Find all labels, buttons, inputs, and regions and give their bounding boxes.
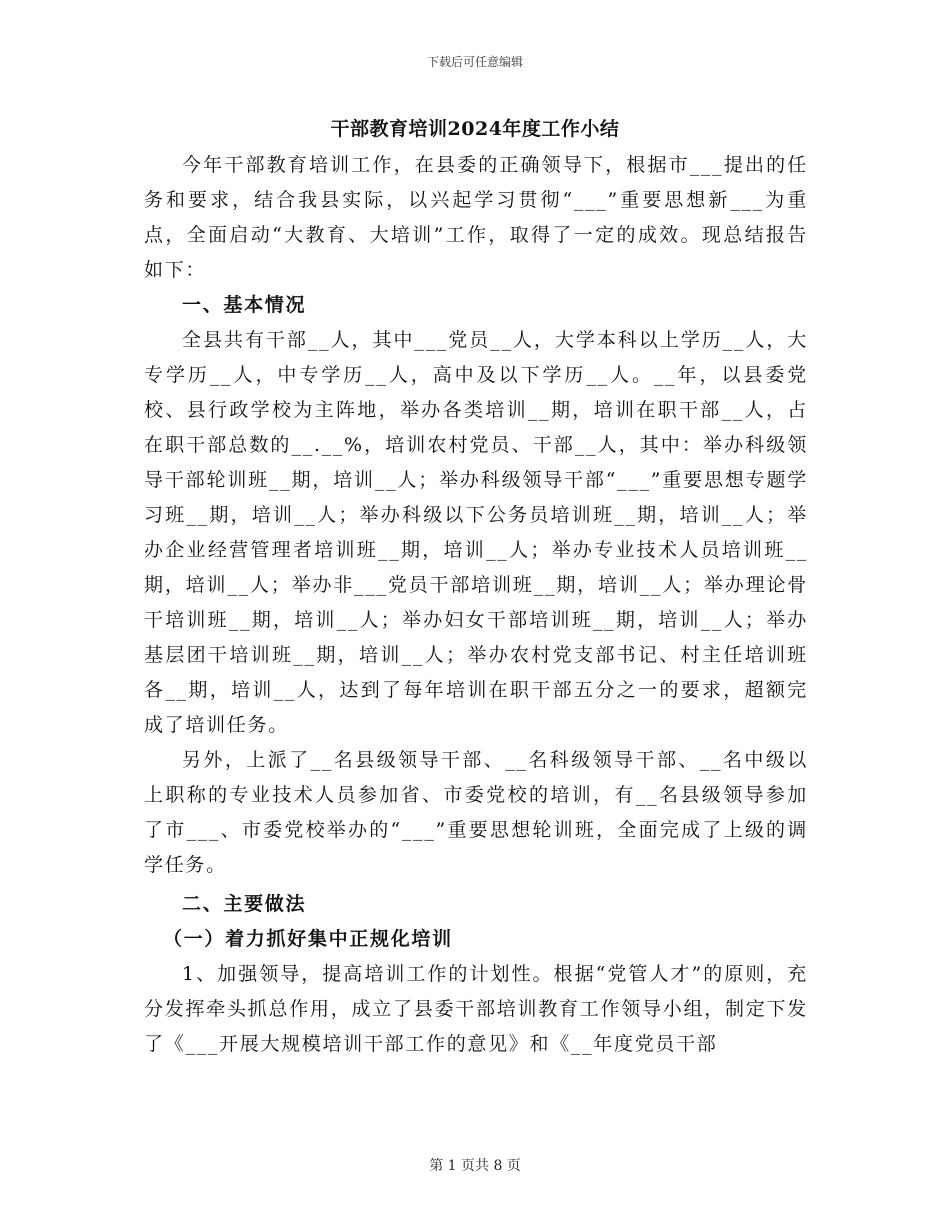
- document-body: [144, 148, 808, 1062]
- section-heading-basic-situation: 一、基本情况: [182, 294, 307, 316]
- document-title: 干部教育培训2024年度工作小结: [330, 118, 620, 140]
- intro-paragraph: 今年干部教育培训工作，在县委的正确领导下，根据市___提出的任务和要求，结合我县实际，以兴起学习贯彻“___”重要思想新___为重点，全面启动“大教育、大培训”工作，取得了一定的成效。现总结报告如下：: [144, 154, 808, 281]
- section-heading-main-practices: 二、主要做法: [182, 893, 307, 915]
- basic-situation-paragraph: 全县共有干部__人，其中___党员__人，大学本科以上学历__人，大专学历__人，中专学历__人，高中及以下学历__人。__年，以县委党校、县行政学校为主阵地，举办各类培训__期，培训在职干部__人，占在职干部总数的__.__%，培训农村党员、干部__人，其中：举办科级领导干部轮训班__期，培训__人；举办科级领导干部“___”重要思想专题学习班__期，培训__人；举办科级以下公务员培训班__期，培训__人；举办企业经营管理者培训班__期，培训__人；举办专业技术人员培训班__期，培训__人；举办非___党员干部培训班__期，培训__人；举办理论骨干培训班__期，培训__人；举办妇女干部培训班__期，培训__人；举办基层团干培训班__期，培训__人；举办农村党支部书记、村主任培训班各__期，培训__人，达到了每年培训在职干部五分之一的要求，超额完成了培训任务。: [144, 329, 808, 736]
- subsection-heading-centralized-training: （一）着力抓好集中正规化培训: [163, 928, 453, 950]
- page-number-footer: 第 1 页共 8 页: [429, 1158, 521, 1174]
- leadership-paragraph: 1、加强领导，提高培训工作的计划性。根据“党管人才”的原则，充分发挥牵头抓总作用，成立了县委干部培训教育工作领导小组，制定下发了《___开展大规模培训干部工作的意见》和《__年度党员干部: [144, 963, 808, 1055]
- page-header-note: 下载后可任意编辑: [426, 55, 523, 69]
- additional-training-paragraph: 另外，上派了__名县级领导干部、__名科级领导干部、__名中级以上职称的专业技术人员参加省、市委党校的培训，有__名县级领导参加了市___、市委党校举办的“___”重要思想轮训班，全面完成了上级的调学任务。: [144, 749, 808, 876]
